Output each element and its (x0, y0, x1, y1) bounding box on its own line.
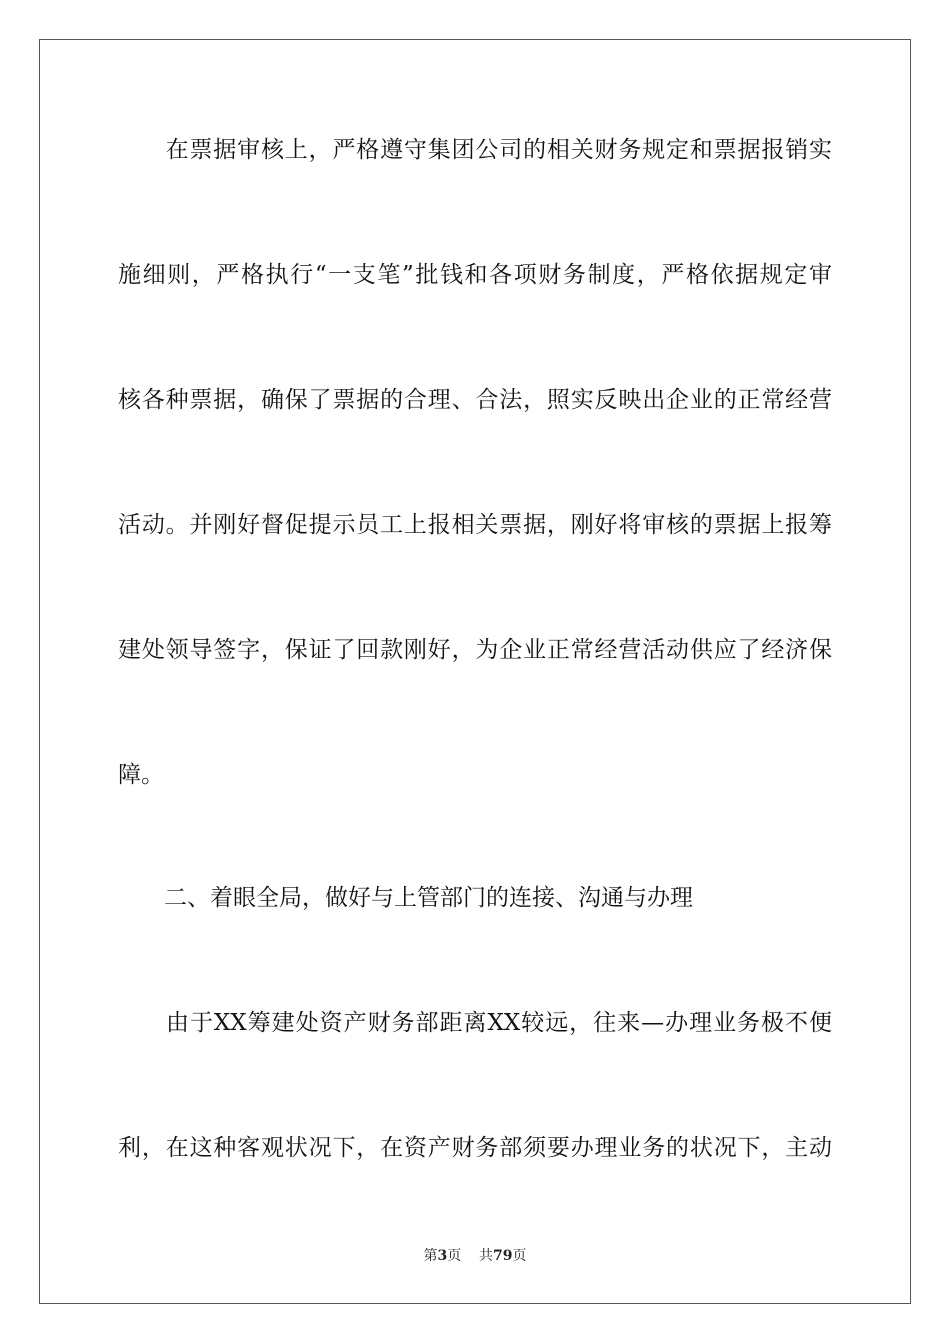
text-line: 在票据审核上，严格遵守集团公司的相关财务规定和票据报销实 (118, 137, 832, 163)
total-suffix: 页 (512, 1248, 527, 1264)
text-line: 活动。并刚好督促提示员工上报相关票据，刚好将审核的票据上报筹 (118, 512, 832, 538)
page-prefix: 第 (423, 1248, 438, 1264)
text-line: 建处领导签字，保证了回款刚好，为企业正常经营活动供应了经济保 (118, 637, 832, 663)
text-line: 施细则，严格执行“一支笔”批钱和各项财务制度，严格依据规定审 (118, 262, 832, 288)
total-prefix: 共 (479, 1248, 494, 1264)
page-border (39, 39, 911, 1304)
page-number: 3 (437, 1248, 448, 1264)
text-line: 核各种票据，确保了票据的合理、合法，照实反映出企业的正常经营 (118, 387, 832, 413)
page-suffix: 页 (447, 1248, 462, 1264)
page-footer (0, 1247, 950, 1265)
text-line: 利，在这种客观状况下，在资产财务部须要办理业务的状况下，主动 (118, 1135, 832, 1161)
text-line: 障。 (118, 762, 164, 788)
section-heading: 二、着眼全局，做好与上管部门的连接、沟通与办理 (118, 885, 693, 911)
text-line: 由于XX筹建处资产财务部距离XX较远，往来—办理业务极不便 (118, 1010, 832, 1036)
page-total: 79 (493, 1248, 513, 1264)
